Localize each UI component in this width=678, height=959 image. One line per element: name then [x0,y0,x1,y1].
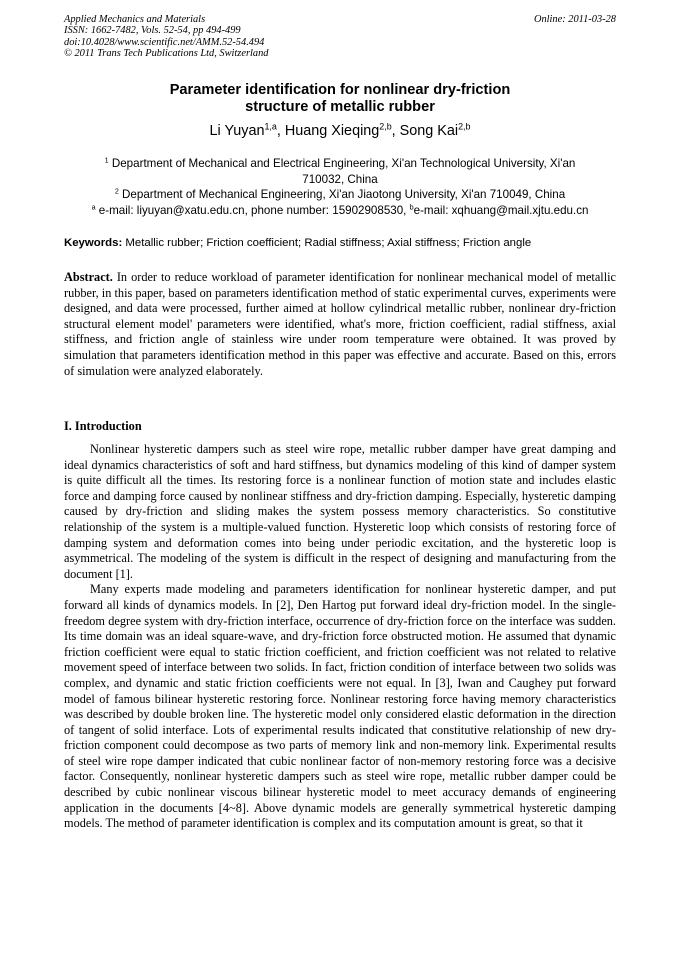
author-affiliation-mark: 2,b [379,121,392,132]
affiliation-1 [64,156,616,172]
keywords-text: Metallic rubber; Friction coefficient; Radial stiffness; Axial stiffness; Friction angle [122,237,532,249]
author-separator: , [276,123,285,139]
author-name: Li Yuyan [209,123,265,139]
author-separator: , [391,123,400,139]
section-body [64,442,616,832]
email-mark: a [91,202,96,212]
email-text: e-mail: xqhuang@mail.xjtu.edu.cn [413,203,589,217]
author-affiliation-mark: 2,b [458,121,471,132]
journal-name: Applied Mechanics and Materials [64,14,206,25]
author-list [64,123,616,140]
paper-title [64,82,616,116]
abstract-text: In order to reduce workload of parameter identification for nonlinear mechanical model of metallic rubber, in this paper, based on parameters identification method of static experimental curves, experiments were designed, and data were processed, further aimed at hollow cylindrical metallic rubber, nonlinear dry-friction structural element model' parameters were identified, what's more, friction coefficient, radial stiffness, axial stiffness, and friction angle of stainless wire under room temperature were obtained. It was proved by simulation that parameters identification method in this paper was effective and accurate. Based on this, errors of simulation were analyzed elaborately. [64,270,616,378]
title-line-1: Parameter identification for nonlinear dry-friction [169,82,511,98]
affiliation-text: Department of Mechanical Engineering, Xi'an Jiaotong University, Xi'an 710049, China [118,188,566,201]
affiliations [64,156,616,218]
keywords [64,236,616,250]
email-mark: b [409,202,414,212]
title-line-2: structure of metallic rubber [245,98,435,115]
author-name: Song Kai [399,123,459,139]
copyright-line: © 2011 Trans Tech Publications Ltd, Switzerland [64,48,269,60]
affiliation-mark: 2 [114,186,119,196]
abstract-label: Abstract. [64,270,113,284]
paragraph: Many experts made modeling and parameters identification for nonlinear hysteretic damper, and put forward all kinds of dynamics models. In [2], Den Hartog put forward ideal dry-friction model. In the single-freedom degree system with dry-friction interface, occurrence of dry-friction force on the interface was sudden. Its time domain was an ideal square-wave, and dry-friction force obstructed motion. He assumed that dynamic friction coefficient were equal to static friction coefficient, and friction coefficient was not related to relative movement speed of interface between two solids. In fact, friction condition of interface between two solids was complex, and dynamic and static friction coefficients were not equal. In [3], Iwan and Caughey put forward model of famous bilinear hysteretic restoring force. Nonlinear restoring force having memory characteristics was described by double broken line. The hysteretic model only considered elastic deformation in the direction of tangent of solid interface. Lots of experimental results indicated that constitutive relationship of new dry-friction component could decompose as two parts of memory link and non-memory link. Experimental results of steel wire rope damper indicated that cubic nonlinear factor of non-memory restoring force was a decisive factor. Consequently, nonlinear hysteretic dampers such as steel wire rope, metallic rubber damper could be described by cubic nonlinear viscous bilinear hysteretic model to meet accuracy demands of engineering application in the documents [4~8]. Above dynamic models are generally symmetrical hysteretic damping models. The method of parameter identification is complex and its computation amount is great, so that it [64,582,616,831]
journal-header [64,14,616,60]
affiliation-text: Department of Mechanical and Electrical Engineering, Xi'an Technological University, Xi'an [108,157,576,170]
paragraph: Nonlinear hysteretic dampers such as steel wire rope, metallic rubber damper have great damping and ideal dynamics characteristics of soft and hard stiffness, but dynamics modeling of this kind of damper system is quite difficult all the times. Its restoring force is a nonlinear function of motion state and includes elastic force and damping force caused by nonlinear stiffness and dry-friction damping. Especially, hysteretic damping caused by dry-friction and sliding makes the system possess memory characteristics. So constitutive relationship of the system is a multiple-valued function. Hysteretic loop which consists of restoring force of damping system and deformation comes into being under periodic excitation, and the hysteretic loop is asymmetrical. The modeling of the system is difficult in the respect of designing and manufacturing from the document [1]. [64,442,616,581]
abstract [64,270,616,379]
affiliation-mark: 1 [104,155,109,165]
issn-line: ISSN: 1662-7482, Vols. 52-54, pp 494-499 [64,25,241,37]
affiliation-1-cont: 710032, China [302,172,378,186]
author-affiliation-mark: 1,a [264,121,277,132]
keywords-label: Keywords: [64,237,123,249]
affiliation-2 [64,187,616,203]
author-name: Huang Xieqing [284,123,380,139]
section-heading: I. Introduction [64,419,142,433]
email-line [64,203,616,219]
email-text: e-mail: liyuyan@xatu.edu.cn, phone number: 15902908530, [95,203,410,217]
doi-line: doi:10.4028/www.scientific.net/AMM.52-54.494 [64,36,265,48]
online-date: Online: 2011-03-28 [533,14,616,25]
